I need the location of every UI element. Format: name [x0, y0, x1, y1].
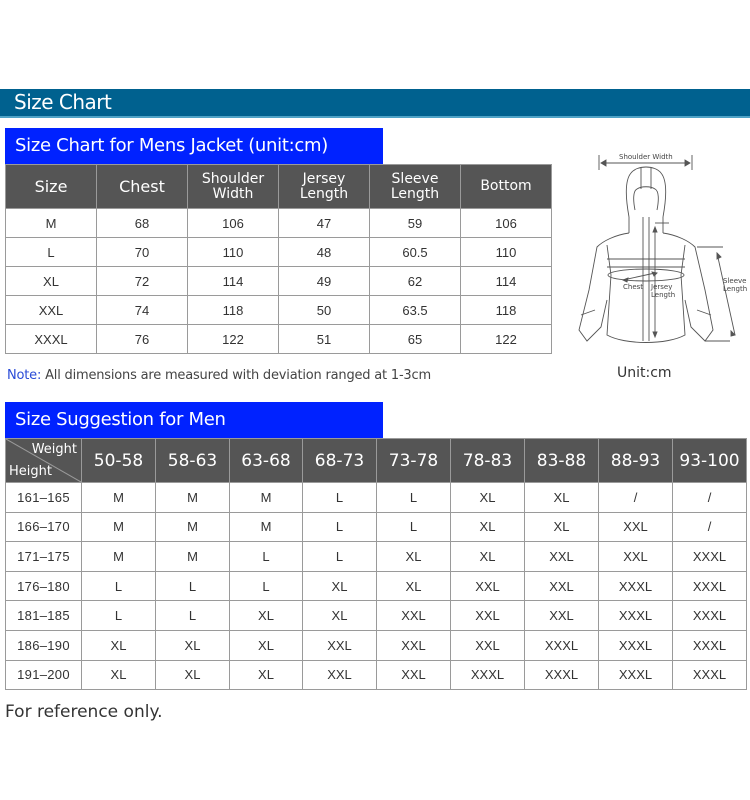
suggested-size-cell: XXL [451, 601, 525, 631]
reference-footnote: For reference only. [5, 702, 163, 722]
measurement-cell: 60.5 [370, 238, 461, 267]
measurement-cell: 48 [279, 238, 370, 267]
measurement-cell: 76 [97, 325, 188, 354]
height-cell: 176–180 [6, 571, 82, 601]
weight-column-header: 93-100 [673, 439, 747, 483]
suggested-size-cell: XL [230, 601, 303, 631]
measurement-cell: 118 [188, 296, 279, 325]
measurement-cell: 65 [370, 325, 461, 354]
weight-column-header: 50-58 [82, 439, 156, 483]
size-cell: XL [6, 267, 97, 296]
suggested-size-cell: L [82, 601, 156, 631]
weight-column-header: 78-83 [451, 439, 525, 483]
suggested-size-cell: L [303, 542, 377, 572]
weight-column-header: 63-68 [230, 439, 303, 483]
column-header-bottom: Bottom [461, 165, 552, 209]
size-cell: XXL [6, 296, 97, 325]
suggestion-label: Size Suggestion for Men [5, 402, 383, 438]
page-title: Size Chart [14, 90, 112, 114]
suggested-size-cell: XXL [599, 542, 673, 572]
weight-column-header: 58-63 [156, 439, 230, 483]
suggested-size-cell: / [673, 483, 747, 513]
suggested-size-cell: XL [451, 542, 525, 572]
suggested-size-cell: XL [377, 571, 451, 601]
size-suggestion-table [5, 438, 747, 690]
height-cell: 186–190 [6, 630, 82, 660]
suggested-size-cell: M [230, 512, 303, 542]
weight-column-header: 83-88 [525, 439, 599, 483]
weight-column-header: 88-93 [599, 439, 673, 483]
suggested-size-cell: XXL [377, 601, 451, 631]
suggested-size-cell: M [156, 483, 230, 513]
suggested-size-cell: XXXL [599, 571, 673, 601]
jersey-length-label: Jersey Length [651, 283, 676, 299]
suggested-size-cell: / [673, 512, 747, 542]
measurement-cell: 50 [279, 296, 370, 325]
measurement-cell: 118 [461, 296, 552, 325]
column-header-size: Size [6, 165, 97, 209]
table-row [6, 542, 747, 572]
note-text: All dimensions are measured with deviation ranged at 1-3cm [41, 368, 431, 383]
suggested-size-cell: XL [82, 630, 156, 660]
measurement-cell: 63.5 [370, 296, 461, 325]
suggested-size-cell: L [156, 571, 230, 601]
height-axis-label: Height [9, 464, 52, 479]
table-row [6, 571, 747, 601]
suggested-size-cell: XXXL [599, 601, 673, 631]
suggested-size-cell: XL [156, 660, 230, 690]
suggested-size-cell: XXXL [673, 601, 747, 631]
chest-label: Chest [623, 283, 644, 291]
measurement-cell: 106 [188, 209, 279, 238]
suggested-size-cell: L [156, 601, 230, 631]
column-header-jersey-length: Jersey Length [279, 165, 370, 209]
shoulder-width-label: Shoulder Width [619, 153, 673, 161]
table-row [6, 296, 552, 325]
measurement-cell: 62 [370, 267, 461, 296]
suggested-size-cell: XL [525, 512, 599, 542]
table-row [6, 267, 552, 296]
sleeve-length-label: Sleeve Length [723, 277, 748, 293]
note-key: Note: [7, 368, 42, 383]
measurement-cell: 106 [461, 209, 552, 238]
jacket-outline-icon [565, 145, 750, 370]
measurement-cell: 49 [279, 267, 370, 296]
table-header-row [6, 439, 747, 483]
height-cell: 181–185 [6, 601, 82, 631]
suggested-size-cell: XL [525, 483, 599, 513]
measurement-cell: 74 [97, 296, 188, 325]
suggested-size-cell: XXL [599, 512, 673, 542]
measurement-cell: 51 [279, 325, 370, 354]
suggested-size-cell: XXXL [599, 630, 673, 660]
measurement-cell: 110 [461, 238, 552, 267]
suggested-size-cell: XXXL [599, 660, 673, 690]
suggested-size-cell: XXL [303, 660, 377, 690]
unit-label: Unit:cm [617, 365, 672, 381]
table-row [6, 238, 552, 267]
column-header-shoulder-width: Shoulder Width [188, 165, 279, 209]
size-cell: L [6, 238, 97, 267]
suggested-size-cell: XXXL [525, 630, 599, 660]
suggested-size-cell: M [82, 542, 156, 572]
suggested-size-cell: L [230, 542, 303, 572]
suggested-size-cell: M [156, 512, 230, 542]
suggested-size-cell: XXXL [451, 660, 525, 690]
suggested-size-cell: XL [230, 660, 303, 690]
measurement-cell: 110 [188, 238, 279, 267]
suggested-size-cell: XL [303, 601, 377, 631]
header-bar [0, 89, 750, 118]
suggested-size-cell: M [230, 483, 303, 513]
suggested-size-cell: XXL [377, 630, 451, 660]
suggested-size-cell: L [82, 571, 156, 601]
suggested-size-cell: XXL [451, 630, 525, 660]
suggested-size-cell: L [303, 483, 377, 513]
suggested-size-cell: XXXL [673, 542, 747, 572]
suggested-size-cell: XXXL [673, 660, 747, 690]
suggested-size-cell: L [303, 512, 377, 542]
suggested-size-cell: L [230, 571, 303, 601]
suggested-size-cell: L [377, 483, 451, 513]
measurement-cell: 70 [97, 238, 188, 267]
table-row [6, 660, 747, 690]
measurement-cell: 59 [370, 209, 461, 238]
weight-height-corner [6, 439, 82, 483]
suggested-size-cell: XXXL [673, 630, 747, 660]
measurement-cell: 68 [97, 209, 188, 238]
weight-axis-label: Weight [31, 442, 77, 457]
suggested-size-cell: M [82, 483, 156, 513]
size-cell: M [6, 209, 97, 238]
suggested-size-cell: L [377, 512, 451, 542]
suggested-size-cell: XXL [525, 542, 599, 572]
suggested-size-cell: XL [156, 630, 230, 660]
table-row [6, 483, 747, 513]
measurement-cell: 47 [279, 209, 370, 238]
suggested-size-cell: XL [82, 660, 156, 690]
table-row [6, 601, 747, 631]
table-row [6, 209, 552, 238]
table-header-row [6, 165, 552, 209]
height-cell: 191–200 [6, 660, 82, 690]
table-row [6, 325, 552, 354]
suggested-size-cell: XXL [377, 660, 451, 690]
suggested-size-cell: XL [451, 483, 525, 513]
table-row [6, 630, 747, 660]
column-header-sleeve-length: Sleeve Length [370, 165, 461, 209]
suggested-size-cell: XXL [525, 571, 599, 601]
height-cell: 161–165 [6, 483, 82, 513]
suggested-size-cell: XXL [451, 571, 525, 601]
measurement-cell: 114 [188, 267, 279, 296]
height-cell: 171–175 [6, 542, 82, 572]
suggested-size-cell: XXXL [525, 660, 599, 690]
suggested-size-cell: / [599, 483, 673, 513]
suggested-size-cell: M [82, 512, 156, 542]
suggested-size-cell: XXXL [673, 571, 747, 601]
weight-column-header: 73-78 [377, 439, 451, 483]
suggested-size-cell: XL [230, 630, 303, 660]
suggested-size-cell: XL [303, 571, 377, 601]
height-cell: 166–170 [6, 512, 82, 542]
measurement-cell: 114 [461, 267, 552, 296]
jacket-diagram [565, 145, 750, 385]
measurement-note [7, 368, 431, 383]
suggested-size-cell: XL [451, 512, 525, 542]
suggested-size-cell: XL [377, 542, 451, 572]
size-cell: XXXL [6, 325, 97, 354]
measurement-cell: 122 [461, 325, 552, 354]
measurement-cell: 122 [188, 325, 279, 354]
measurement-cell: 72 [97, 267, 188, 296]
suggested-size-cell: XXL [303, 630, 377, 660]
column-header-chest: Chest [97, 165, 188, 209]
table-row [6, 512, 747, 542]
suggested-size-cell: M [156, 542, 230, 572]
jacket-chart-label: Size Chart for Mens Jacket (unit:cm) [5, 128, 383, 164]
suggested-size-cell: XXL [525, 601, 599, 631]
jacket-size-table [5, 164, 552, 354]
weight-column-header: 68-73 [303, 439, 377, 483]
